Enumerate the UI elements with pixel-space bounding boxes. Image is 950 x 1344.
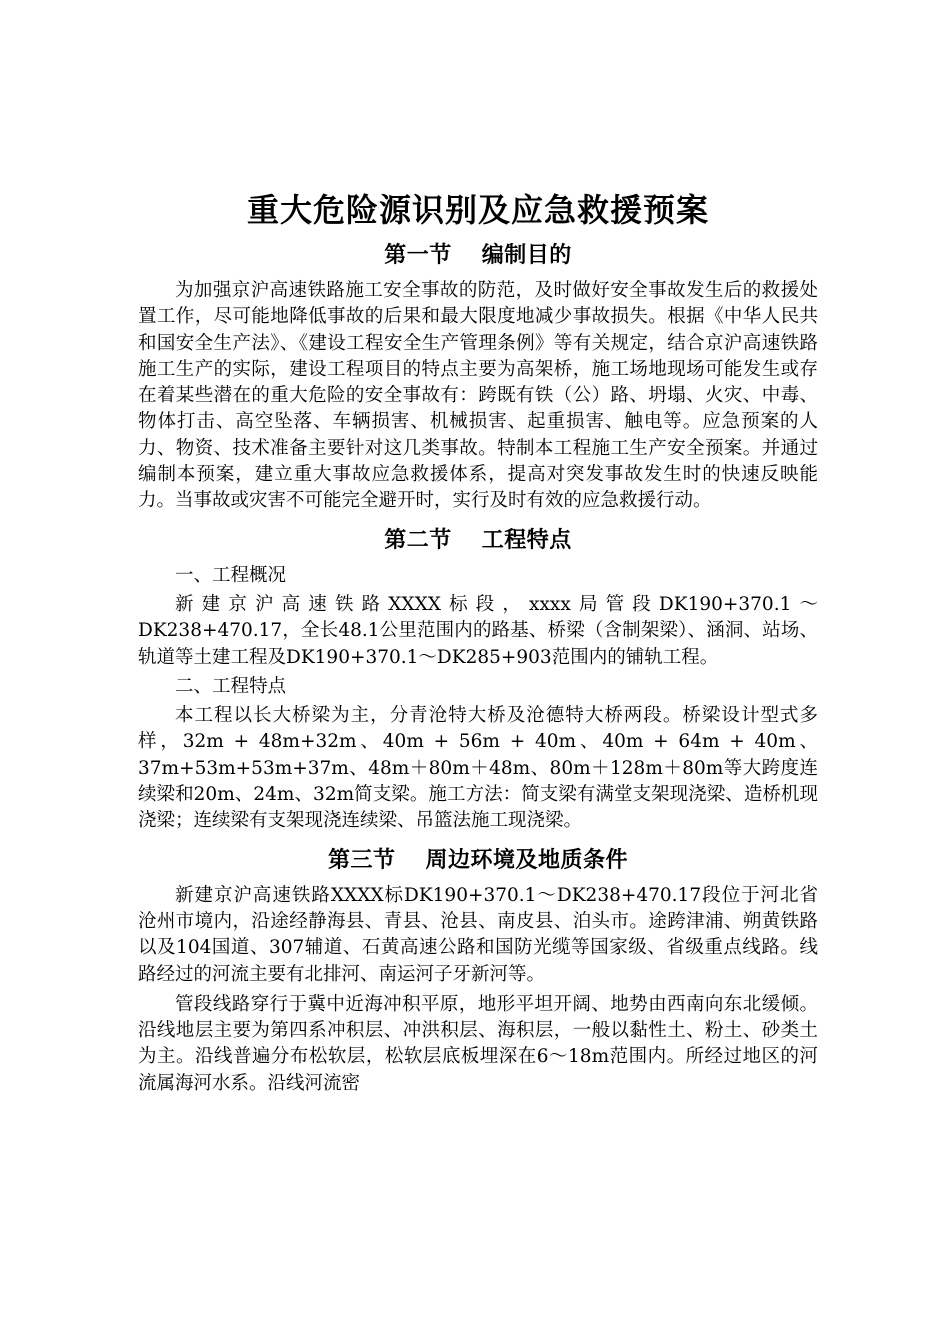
section-3-title: 周边环境及地质条件	[425, 846, 629, 873]
section-1-heading	[138, 238, 818, 272]
section-2-heading	[138, 523, 818, 557]
section-1-label: 第一节	[384, 242, 452, 268]
section-3-heading	[138, 843, 818, 877]
section-1-paragraph: 为加强京沪高速铁路施工安全事故的防范，及时做好安全事故发生后的救援处置工作，尽可能地降低事故的后果和最大限度地减少事故损失。根据《中华人民共和国安全生产法》、《建设工程安全生产管理条例》等有关规定，结合京沪高速铁路施工生产的实际，建设工程项目的特点主要为高架桥，施工场地现场可能发生或存在着某些潜在的重大危险的安全事故有：跨既有铁（公）路、坍塌、火灾、中毒、物体打击、高空坠落、车辆损害、机械损害、起重损害、触电等。应急预案的人力、物资、技术准备主要针对这几类事故。特制本工程施工生产安全预案。并通过编制本预案，建立重大事故应急救援体系，提高对突发事故发生时的快速反映能力。当事故或灾害不可能完全避开时，实行及时有效的应急救援行动。	[138, 280, 818, 512]
section-2-subheading-2: 二、工程特点	[175, 675, 287, 697]
section-3-label: 第三节	[327, 846, 396, 873]
section-2-paragraph-2: 本工程以长大桥梁为主，分青沧特大桥及沧德特大桥两段。桥梁设计型式多样，32m + 48m+32m、40m + 56m + 40m、40m + 64m + 40m、37m+53m+53m+37m、48m＋80m＋48m、80m＋128m＋80m等大跨度连续梁和20m、24m、32m简支梁。施工方法：简支梁有满堂支架现浇梁、造桥机现浇梁；连续梁有支架现浇连续梁、吊篮法施工现浇梁。	[138, 705, 818, 832]
section-2-paragraph-1: 新建京沪高速铁路XXXX标段，xxxx局管段DK190+370.1～DK238+470.17，全长48.1公里范围内的路基、桥梁（含制架梁）、涵洞、站场、轨道等土建工程及DK190+370.1～DK285+903范围内的铺轨工程。	[138, 593, 818, 668]
section-3-paragraph-2: 管段线路穿行于冀中近海冲积平原，地形平坦开阔、地势由西南向东北缓倾。沿线地层主要为第四系冲积层、冲洪积层、海积层，一般以黏性土、粉土、砂类土为主。沿线普遍分布松软层，松软层底板埋深在6～18m范围内。所经过地区的河流属海河水系。沿线河流密	[138, 993, 818, 1094]
document-page	[138, 186, 818, 1097]
section-2-label: 第二节	[384, 526, 452, 553]
section-2-title: 工程特点	[481, 526, 572, 553]
document-title: 重大危险源识别及应急救援预案	[246, 191, 709, 229]
section-3-paragraph-1: 新建京沪高速铁路XXXX标DK190+370.1～DK238+470.17段位于河北省沧州市境内，沿途经静海县、青县、沧县、南皮县、泊头市。途跨津浦、朔黄铁路以及104国道、307辅道、石黄高速公路和国防光缆等国家级、省级重点线路。线路经过的河流主要有北排河、南运河子牙新河等。	[138, 884, 818, 985]
section-1-title: 编制目的	[481, 242, 572, 268]
section-2-subheading-1: 一、工程概况	[175, 564, 287, 586]
